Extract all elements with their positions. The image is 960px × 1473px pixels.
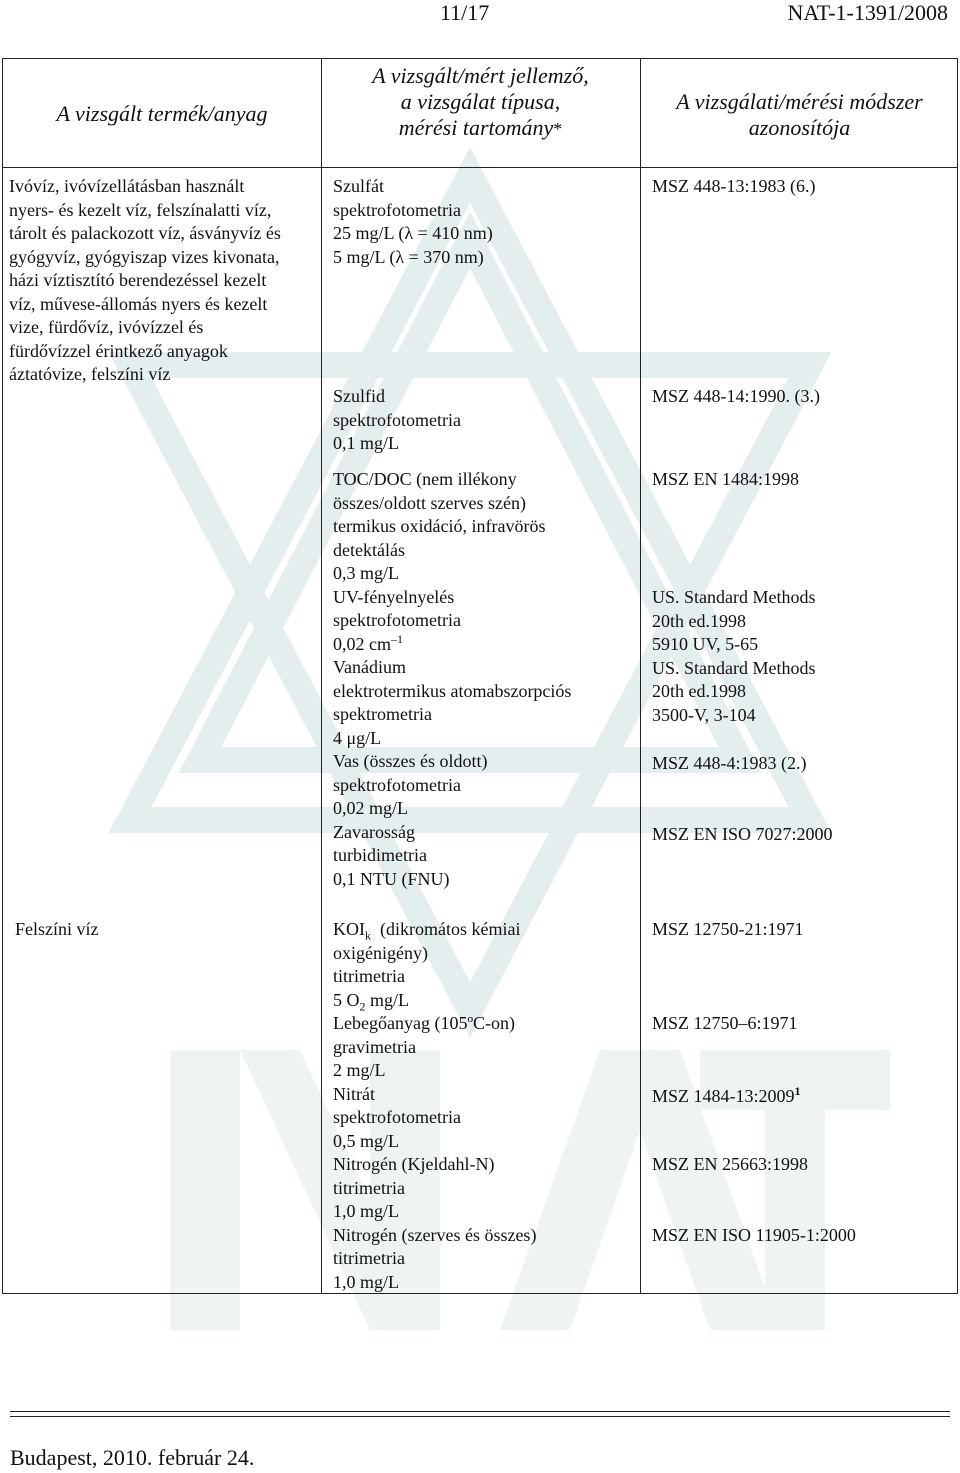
sulfide-method: MSZ 448-14:1990. (3.) bbox=[652, 386, 820, 406]
nitrate-method: MSZ 1484-13:2009$^1$ bbox=[652, 1084, 801, 1106]
product-description-drinking-water: Ivóvíz, ivóvízellátásban használt nyers- és kezelt víz, felszínalatti víz, tárolt és palackozott víz, ásványvíz és gyógyvíz, gyógyiszap vizes kivonata, házi víztisztító berendezéssel kezelt víz, művese-állomás nyers és kezelt vize, fürdővíz, ivóvízzel és fürdővízzel érintkező anyagok áztatóvize, felszíni víz bbox=[9, 176, 281, 384]
kjeldahl-method: MSZ EN 25663:1998 bbox=[652, 1154, 809, 1174]
accreditation-table bbox=[2, 58, 958, 1294]
footer-rule-top bbox=[10, 1411, 950, 1412]
nitrogen-method: MSZ EN ISO 11905-1:2000 bbox=[652, 1225, 856, 1245]
turbidity-method: MSZ EN ISO 7027:2000 bbox=[652, 824, 833, 844]
page-number: 11/17 bbox=[440, 0, 490, 25]
iron-method: MSZ 448-4:1983 (2.) bbox=[652, 753, 807, 773]
toc-method: MSZ EN 1484:1998 bbox=[652, 469, 800, 489]
toc-to-turbidity-entries: TOC/DOC (nem illékony összes/oldott szerves szén) termikus oxidáció, infravörös detektálás 0,3 mg/L UV-fényelnyelés spektrofotometria 0,02 $cm^{-1}$ Vanádium elektrotermikus atomabszorpciós spektrometria 4 μg/L Vas (összes és oldott) spektrofotometria 0,02 mg/L Zavarosság turbidimetria 0,1 NTU (FNU) bbox=[333, 469, 572, 889]
product-description-surface-water: Felszíni víz bbox=[15, 919, 99, 939]
document-reference: NAT-1-1391/2008 bbox=[787, 0, 948, 25]
footer-place-date: Budapest, 2010. február 24. bbox=[10, 1445, 255, 1470]
sulfide-entry: Szulfid spektrofotometria 0,1 mg/L bbox=[333, 386, 461, 453]
uv-and-vanadium-methods: US. Standard Methods 20th ed.1998 5910 UV, 5-65 US. Standard Methods 20th ed.1998 3500-V, 3-104 bbox=[652, 587, 816, 725]
footer-rule-bottom bbox=[10, 1416, 950, 1417]
koi-method: MSZ 12750-21:1971 bbox=[652, 919, 804, 939]
column-header-product: A vizsgált termék/anyag bbox=[56, 101, 268, 126]
suspended-solids-method: MSZ 12750–6:1971 bbox=[652, 1013, 798, 1033]
column-header-method: A vizsgálati/mérési módszer azonosítója bbox=[676, 89, 923, 140]
sulfate-entry: Szulfát spektrofotometria 25 mg/L (λ = 410 nm) 5 mg/L (λ = 370 nm) bbox=[333, 176, 493, 267]
sulfate-method: MSZ 448-13:1983 (6.) bbox=[652, 176, 816, 196]
surface-water-entries: $KOI_k$ (dikromátos kémiai oxigénigény) titrimetria 5 $O_2$ mg/L Lebegőanyag (105ºC-on) gravimetria 2 mg/L Nitrát spektrofotometria 0,5 mg/L Nitrogén (Kjeldahl-N) titrimetria 1,0 mg/L Nitrogén (szerves és összes) titrimetria 1,0 mg/L bbox=[333, 919, 537, 1292]
column-header-characteristic: A vizsgált/mért jellemző, a vizsgálat típusa, mérési tartomány* bbox=[372, 63, 589, 140]
